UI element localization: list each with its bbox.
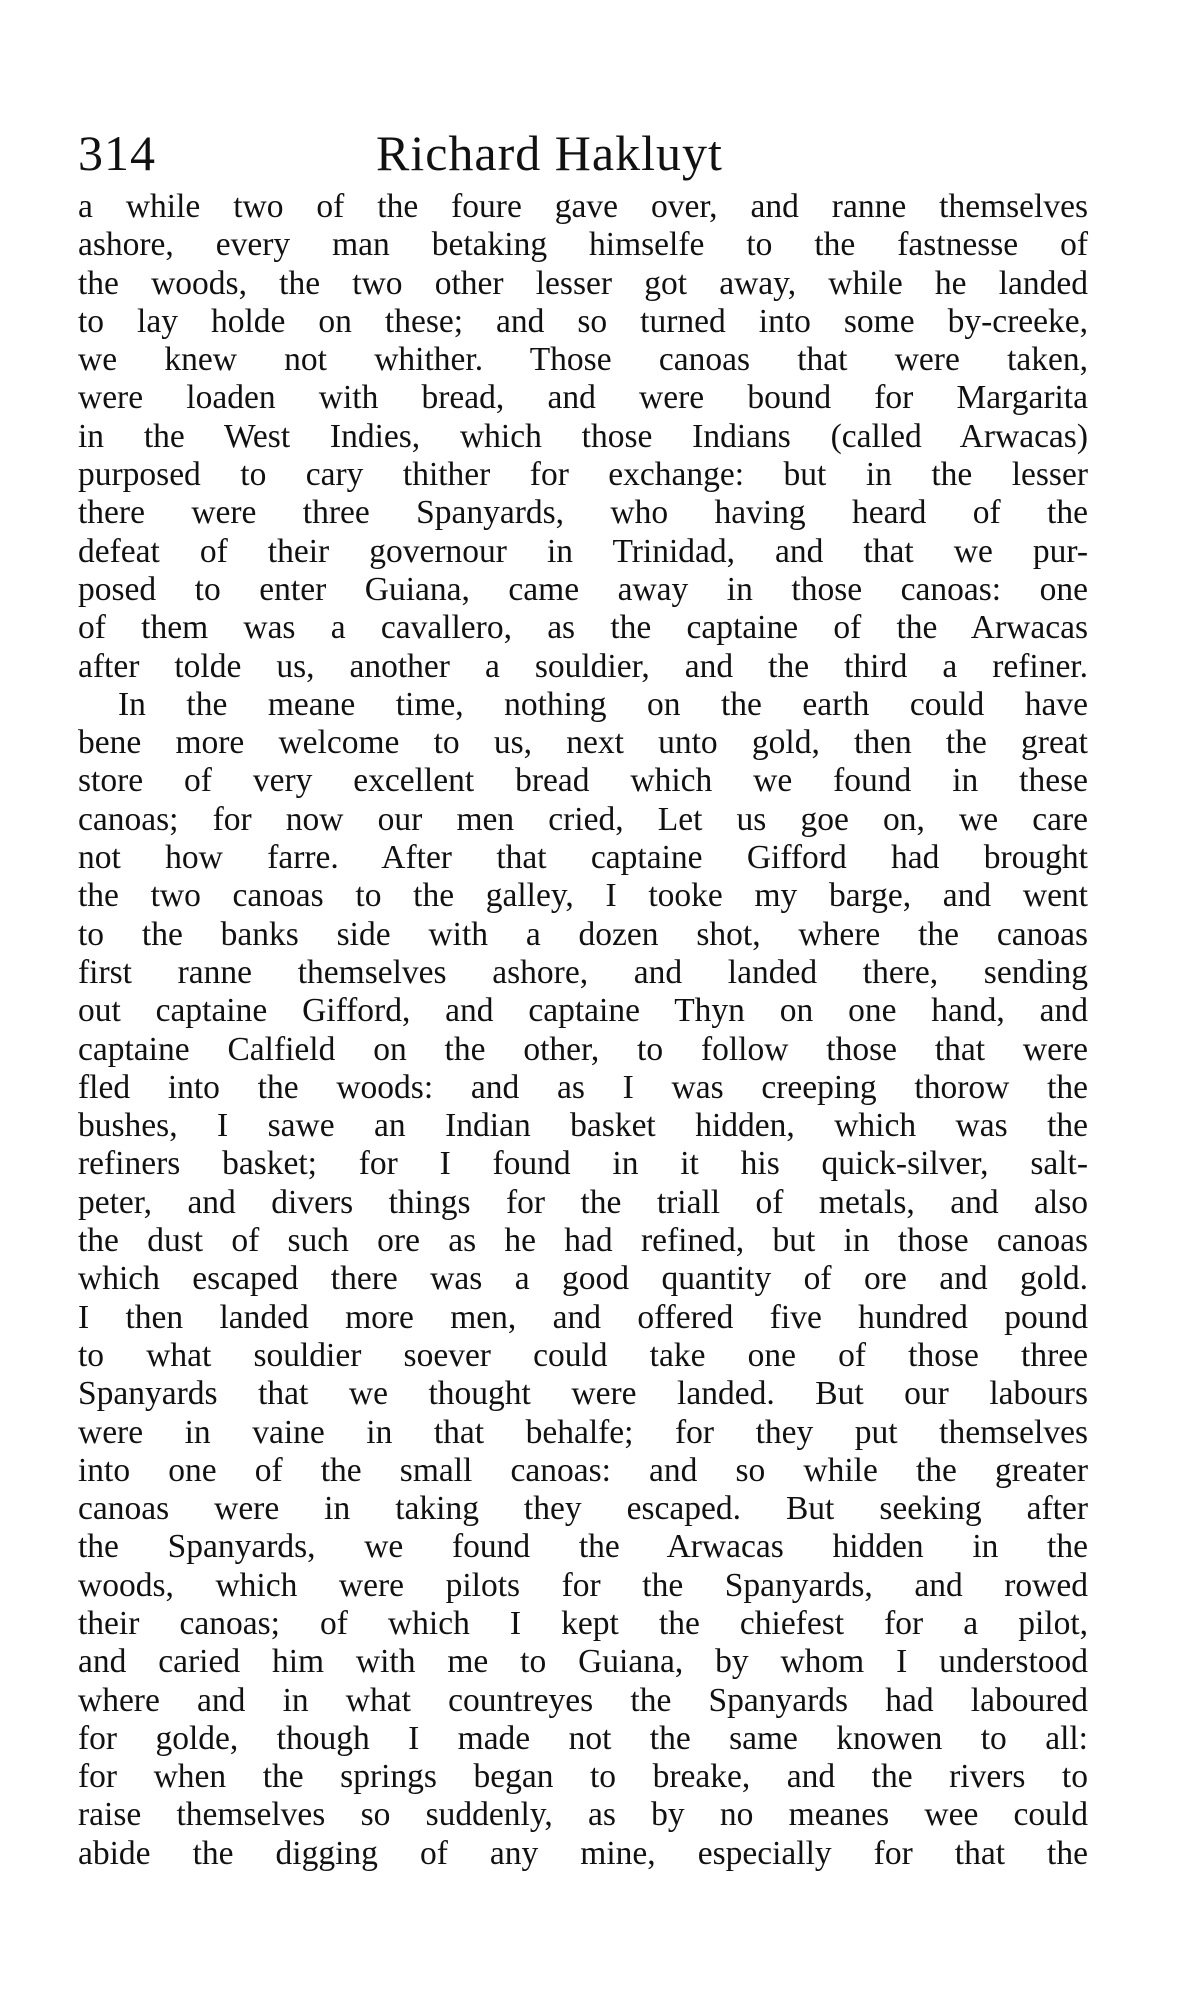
running-title: Richard Hakluyt (376, 125, 723, 181)
body-text (78, 188, 1088, 1873)
text-line: raise themselves so suddenly, as by no meanes wee could (78, 1796, 1088, 1834)
text-line: bushes, I sawe an Indian basket hidden, which was the (78, 1107, 1088, 1145)
text-line: the Spanyards, we found the Arwacas hidden in the (78, 1528, 1088, 1566)
text-line: were loaden with bread, and were bound for Margarita (78, 379, 1088, 417)
text-line: a while two of the foure gave over, and ranne themselves (78, 188, 1088, 225)
text-line: where and in what countreyes the Spanyards had laboured (78, 1681, 1088, 1719)
text-line: canoas; for now our men cried, Let us goe on, we care (78, 800, 1088, 838)
text-line: bene more welcome to us, next unto gold, then the great (78, 724, 1088, 762)
text-line: store of very excellent bread which we found in these (78, 762, 1088, 800)
text-line: into one of the small canoas: and so while the greater (78, 1451, 1088, 1489)
text-line: for when the springs began to breake, and the rivers to (78, 1758, 1088, 1796)
running-head (78, 118, 1088, 188)
text-line: fled into the woods: and as I was creeping thorow the (78, 1068, 1088, 1106)
text-line: their canoas; of which I kept the chiefest for a pilot, (78, 1604, 1088, 1642)
text-line: first ranne themselves ashore, and landed there, sending (78, 953, 1088, 991)
text-line: which escaped there was a good quantity of ore and gold. (78, 1260, 1088, 1298)
text-line: purposed to cary thither for exchange: but in the lesser (78, 456, 1088, 494)
text-line: woods, which were pilots for the Spanyards, and rowed (78, 1566, 1088, 1604)
text-line: ashore, every man betaking himselfe to the fastnesse of (78, 226, 1088, 264)
text-line: in the West Indies, which those Indians (called Arwacas) (78, 417, 1088, 455)
text-line: refiners basket; for I found in it his quick-silver, salt- (78, 1145, 1088, 1183)
text-line: abide the digging of any mine, especially for that the (78, 1834, 1088, 1872)
text-line: I then landed more men, and offered five hundred pound (78, 1298, 1088, 1336)
text-line: the dust of such ore as he had refined, but in those canoas (78, 1222, 1088, 1260)
text-line: Spanyards that we thought were landed. But our labours (78, 1375, 1088, 1413)
text-line: for golde, though I made not the same knowen to all: (78, 1719, 1088, 1757)
text-line: peter, and divers things for the triall of metals, and also (78, 1183, 1088, 1221)
text-line: after tolde us, another a souldier, and the third a refiner. (78, 647, 1088, 685)
text-line: posed to enter Guiana, came away in those canoas: one (78, 570, 1088, 608)
text-line: to the banks side with a dozen shot, where the canoas (78, 915, 1088, 953)
text-line: the two canoas to the galley, I tooke my barge, and went (78, 877, 1088, 915)
text-line: canoas were in taking they escaped. But seeking after (78, 1490, 1088, 1528)
text-line: not how farre. After that captaine Gifford had brought (78, 839, 1088, 877)
text-line: we knew not whither. Those canoas that were taken, (78, 341, 1088, 379)
text-line: captaine Calfield on the other, to follow those that were (78, 1030, 1088, 1068)
text-line: out captaine Gifford, and captaine Thyn on one hand, and (78, 992, 1088, 1030)
text-line: to what souldier soever could take one of those three (78, 1336, 1088, 1374)
text-line: were in vaine in that behalfe; for they put themselves (78, 1413, 1088, 1451)
text-line: to lay holde on these; and so turned into some by-creeke, (78, 302, 1088, 340)
page-number: 314 (78, 125, 156, 181)
text-line: the woods, the two other lesser got away, while he landed (78, 264, 1088, 302)
text-line: of them was a cavallero, as the captaine of the Arwacas (78, 609, 1088, 647)
text-line: there were three Spanyards, who having heard of the (78, 494, 1088, 532)
text-line: In the meane time, nothing on the earth could have (118, 685, 1088, 723)
text-line: defeat of their governour in Trinidad, and that we pur- (78, 532, 1088, 570)
text-line: and caried him with me to Guiana, by whom I understood (78, 1643, 1088, 1681)
